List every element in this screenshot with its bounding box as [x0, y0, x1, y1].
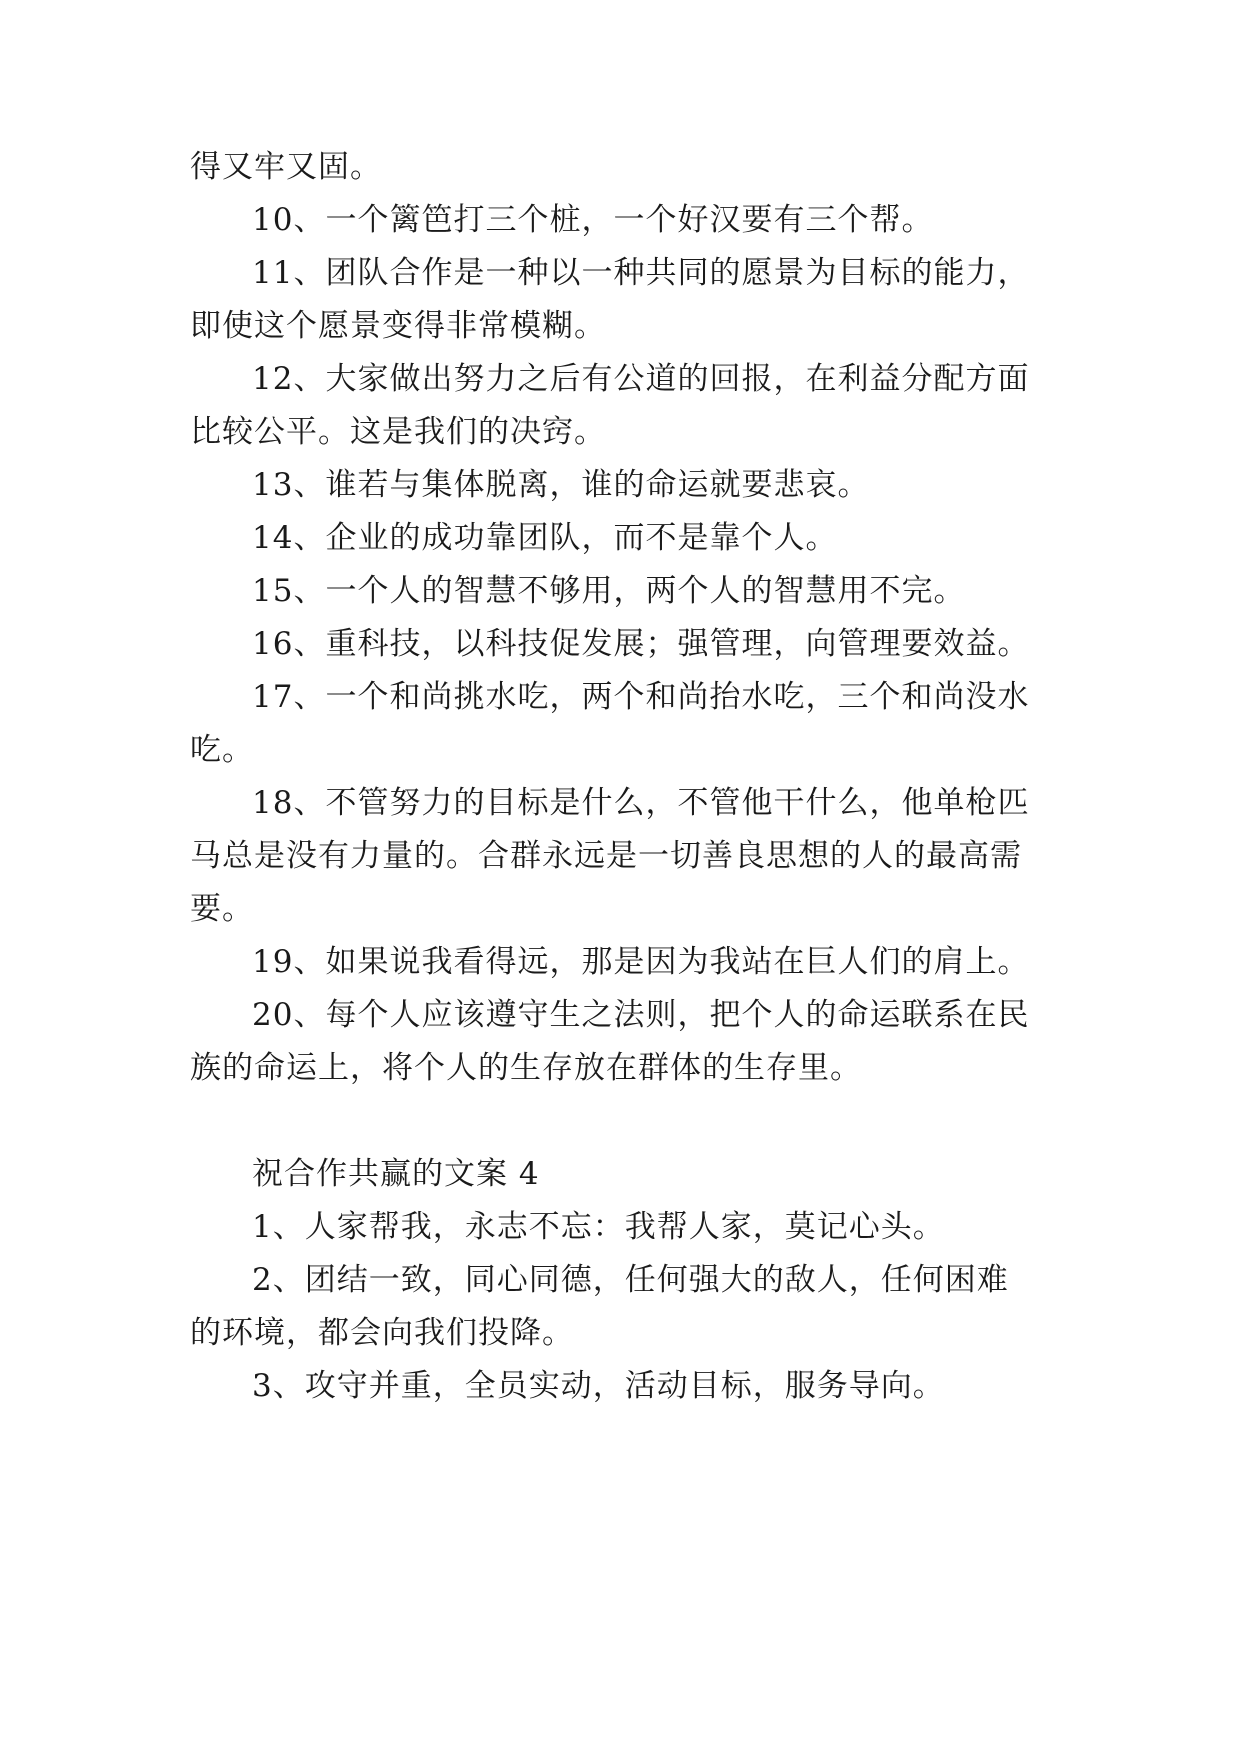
text-line: 2、团结一致，同心同德，任何强大的敌人，任何困难 — [252, 1262, 1009, 1298]
text-line: 3、攻守并重，全员实动，活动目标，服务导向。 — [252, 1368, 945, 1404]
text-line: 11、团队合作是一种以一种共同的愿景为目标的能力， — [252, 255, 1030, 291]
text-line: 15、一个人的智慧不够用，两个人的智慧用不完。 — [252, 573, 966, 609]
text-line: 18、不管努力的目标是什么，不管他干什么，他单枪匹 — [252, 785, 1030, 821]
text-line: 20、每个人应该遵守生之法则，把个人的命运联系在民 — [252, 997, 1030, 1033]
text-line: 16、重科技，以科技促发展；强管理，向管理要效益。 — [252, 626, 1030, 662]
text-line: 14、企业的成功靠团队，而不是靠个人。 — [252, 520, 838, 556]
text-line: 即使这个愿景变得非常模糊。 — [190, 308, 606, 344]
section-heading: 祝合作共赢的文案 4 — [252, 1156, 540, 1192]
text-line: 17、一个和尚挑水吃，两个和尚抬水吃，三个和尚没水 — [252, 679, 1030, 715]
text-line: 族的命运上，将个人的生存放在群体的生存里。 — [190, 1050, 862, 1086]
text-line: 得又牢又固。 — [190, 149, 382, 185]
text-line: 马总是没有力量的。合群永远是一切善良思想的人的最高需 — [190, 838, 1022, 874]
text-line: 的环境，都会向我们投降。 — [190, 1315, 574, 1351]
text-line: 10、一个篱笆打三个桩，一个好汉要有三个帮。 — [252, 202, 934, 238]
text-line: 1、人家帮我，永志不忘：我帮人家，莫记心头。 — [252, 1209, 945, 1245]
text-line: 吃。 — [190, 732, 254, 768]
text-line: 比较公平。这是我们的决窍。 — [190, 414, 606, 450]
text-line: 要。 — [190, 891, 254, 927]
text-line: 12、大家做出努力之后有公道的回报，在利益分配方面 — [252, 361, 1030, 397]
text-line: 13、谁若与集体脱离，谁的命运就要悲哀。 — [252, 467, 870, 503]
text-line: 19、如果说我看得远，那是因为我站在巨人们的肩上。 — [252, 944, 1030, 980]
